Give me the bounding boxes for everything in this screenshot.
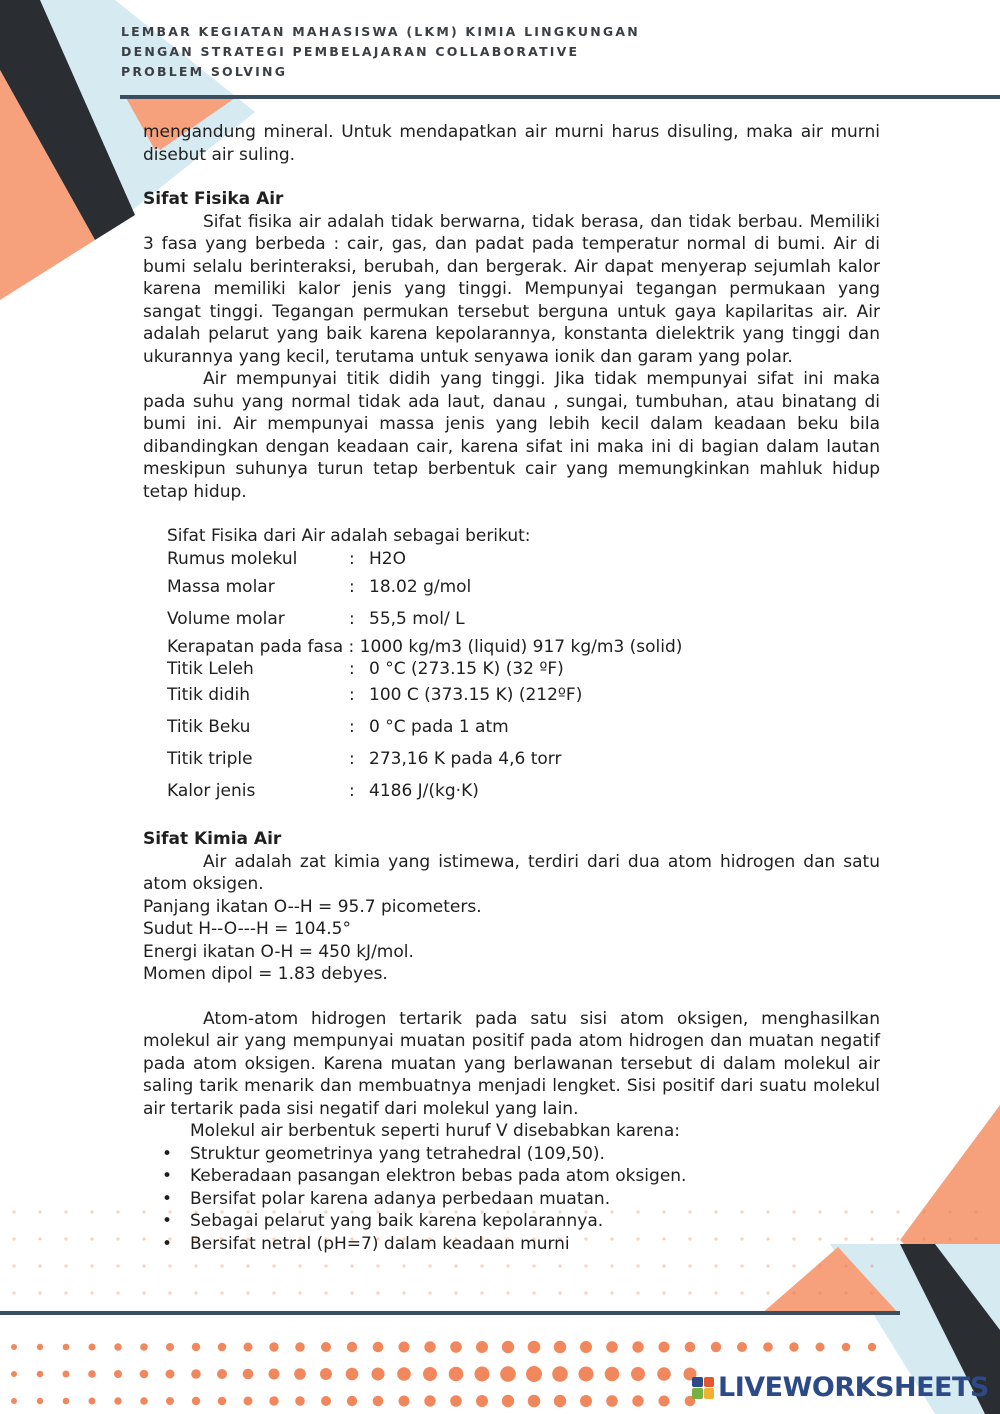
decorative-dot bbox=[526, 1366, 542, 1382]
list-item: • Keberadaan pasangan elektron bebas pada atom oksigen. bbox=[190, 1165, 880, 1188]
decorative-dot bbox=[610, 1264, 613, 1267]
decorative-dot bbox=[454, 1264, 457, 1267]
liveworksheets-logo-text: LIVEWORKSHEETS bbox=[718, 1372, 989, 1403]
decorative-dot bbox=[269, 1369, 280, 1380]
property-value: 100 C (373.15 K) (212ºF) bbox=[369, 685, 583, 705]
decorative-dot bbox=[90, 1264, 93, 1267]
decorative-dot bbox=[64, 1264, 67, 1267]
property-label: Massa molar bbox=[167, 577, 275, 598]
decorative-dot bbox=[922, 1210, 925, 1213]
decorative-dot bbox=[428, 1264, 431, 1267]
physical-properties-paragraph-2: Air mempunyai titik didih yang tinggi. Jika tidak mempunyai sifat ini maka pada suhu yang normal tidak ada laut, danau , sungai, tumbuhan, atau binatang di bumi ini. Air mempunyai massa jenis yang lebih kecil dalam keadaan beku bila dibandingkan dengan keadaan cair, karena sifat ini maka ini di bagian dalam lautan meskipun suhunya turun tetap berbentuk cair yang memungkinkan mahluk hidup tetap hidup. bbox=[143, 369, 880, 502]
decorative-dot bbox=[218, 1397, 227, 1406]
chemical-properties-paragraph-2: Atom-atom hidrogen tertarik pada satu sisi atom oksigen, menghasilkan molekul air yang mempunyai muatan positif pada atom hidrogen dan muatan negatif pada atom oksigen. Karena muatan yang berlawanan tersebut di dalam molekul air saling tarik menarik dan membuatnya menjadi lengket. Sisi positif dari suatu molekul air tertarik pada sisi negatif dari molekul yang lain. bbox=[143, 1008, 880, 1119]
decorative-dot bbox=[168, 1264, 171, 1267]
decorative-dot bbox=[554, 1395, 566, 1407]
decorative-dot bbox=[269, 1396, 278, 1405]
decorative-dot bbox=[350, 1264, 353, 1267]
decorative-dot bbox=[347, 1396, 357, 1406]
decorative-dot bbox=[868, 1343, 876, 1351]
decorative-dot bbox=[272, 1291, 275, 1294]
decorative-dot bbox=[480, 1291, 483, 1294]
decorative-dot bbox=[192, 1397, 200, 1405]
decorative-dot bbox=[166, 1397, 174, 1405]
property-label: Titik triple bbox=[167, 749, 253, 769]
decorative-dot bbox=[244, 1343, 253, 1352]
property-row: Titik triple : 273,16 K pada 4,6 torr bbox=[167, 748, 880, 780]
decorative-dot bbox=[558, 1291, 561, 1294]
decorative-dot bbox=[740, 1264, 743, 1267]
decorative-dot bbox=[948, 1237, 951, 1240]
decorative-dot bbox=[191, 1369, 201, 1379]
decorative-dot bbox=[11, 1398, 17, 1404]
chemical-fact: Sudut H--O---H = 104.5° bbox=[143, 919, 351, 939]
decorative-dot bbox=[114, 1343, 121, 1350]
decorative-dot bbox=[114, 1370, 122, 1378]
decorative-dot bbox=[63, 1371, 70, 1378]
decorative-dot bbox=[428, 1291, 431, 1294]
decorative-dot bbox=[711, 1342, 721, 1352]
decorative-dot bbox=[11, 1371, 17, 1377]
decorative-dot bbox=[584, 1264, 587, 1267]
decorative-dot bbox=[554, 1341, 566, 1353]
decorative-dot bbox=[974, 1237, 977, 1240]
decorative-dot bbox=[298, 1264, 301, 1267]
decorative-dot bbox=[373, 1342, 384, 1353]
decorative-dot bbox=[922, 1237, 925, 1240]
decorative-dot bbox=[579, 1367, 594, 1382]
decorative-dot bbox=[636, 1291, 639, 1294]
decorative-dot bbox=[558, 1264, 561, 1267]
decorative-dot bbox=[399, 1396, 410, 1407]
decorative-dot bbox=[870, 1291, 873, 1294]
decorative-dot bbox=[295, 1396, 305, 1406]
decorative-dot bbox=[818, 1291, 821, 1294]
list-item: • Sebagai pelarut yang baik karena kepolarannya. bbox=[190, 1210, 880, 1233]
chemical-fact: Panjang ikatan O--H = 95.7 picometers. bbox=[143, 896, 482, 917]
decorative-dot bbox=[37, 1398, 43, 1404]
decorative-dot bbox=[896, 1210, 899, 1213]
decorative-dot bbox=[423, 1367, 437, 1381]
property-value: 55,5 mol/ L bbox=[369, 609, 465, 630]
decorative-dot bbox=[38, 1291, 41, 1294]
decorative-dot bbox=[532, 1264, 535, 1267]
decorative-dot bbox=[116, 1291, 119, 1294]
decorative-dot bbox=[580, 1341, 592, 1353]
decorative-dot bbox=[90, 1237, 93, 1240]
decorative-dot bbox=[12, 1237, 15, 1240]
decorative-dot bbox=[397, 1367, 411, 1381]
decorative-dot bbox=[792, 1264, 795, 1267]
decorative-dot bbox=[450, 1341, 462, 1353]
decorative-dot bbox=[659, 1342, 670, 1353]
decorative-dot bbox=[346, 1368, 359, 1381]
property-row: Rumus molekul : H2O bbox=[167, 548, 880, 572]
decorative-dot bbox=[454, 1291, 457, 1294]
decorative-dot bbox=[192, 1343, 200, 1351]
decorative-dot bbox=[12, 1210, 15, 1213]
decorative-dot bbox=[506, 1264, 509, 1267]
properties-intro: Sifat Fisika dari Air adalah sebagai berikut: bbox=[167, 526, 531, 546]
decorative-dot bbox=[844, 1264, 847, 1267]
decorative-dot bbox=[64, 1237, 67, 1240]
decorative-dot bbox=[632, 1341, 643, 1352]
chemical-fact: Energi ikatan O-H = 450 kJ/mol. bbox=[143, 941, 414, 962]
decorative-dot bbox=[506, 1291, 509, 1294]
decorative-dot bbox=[140, 1397, 148, 1405]
decorative-dot bbox=[89, 1398, 96, 1405]
decorative-dot bbox=[88, 1370, 96, 1378]
decorative-dot bbox=[500, 1366, 516, 1382]
decorative-dot bbox=[272, 1264, 275, 1267]
decorative-dot bbox=[321, 1342, 331, 1352]
property-row: Titik Beku : 0 °C pada 1 atm bbox=[167, 716, 880, 748]
list-item: • Struktur geometrinya yang tetrahedral (109,50). bbox=[190, 1143, 880, 1166]
decorative-dot bbox=[688, 1291, 691, 1294]
decorative-dot bbox=[243, 1369, 254, 1380]
decorative-dot bbox=[766, 1291, 769, 1294]
decorative-dot bbox=[737, 1342, 747, 1352]
decorative-dot bbox=[246, 1291, 249, 1294]
decorative-dot bbox=[246, 1264, 249, 1267]
decorative-dot bbox=[844, 1291, 847, 1294]
decorative-dot bbox=[116, 1264, 119, 1267]
property-label: Titik didih bbox=[167, 685, 251, 705]
decorative-dot bbox=[37, 1344, 43, 1350]
physical-properties-heading: Sifat Fisika Air bbox=[143, 189, 284, 209]
decorative-dot bbox=[659, 1396, 670, 1407]
property-row: Volume molar : 55,5 mol/ L bbox=[167, 609, 465, 630]
decorative-dot bbox=[11, 1344, 17, 1350]
density-text: Kerapatan pada fasa : 1000 kg/m3 (liquid) 917 kg/m3 (solid) bbox=[167, 636, 683, 657]
decorative-dot bbox=[480, 1264, 483, 1267]
decorative-dot bbox=[789, 1342, 798, 1351]
decorative-dot bbox=[63, 1398, 70, 1405]
decorative-dot bbox=[631, 1367, 645, 1381]
decorative-dot bbox=[64, 1291, 67, 1294]
decorative-dot bbox=[606, 1395, 618, 1407]
property-label: Titik Beku bbox=[167, 717, 251, 737]
property-row: Titik Leleh : 0 °C (273.15 K) (32 ºF) bbox=[167, 658, 880, 684]
decorative-dot bbox=[114, 1397, 121, 1404]
decorative-dot bbox=[347, 1342, 357, 1352]
decorative-dot bbox=[974, 1210, 977, 1213]
decorative-dot bbox=[38, 1210, 41, 1213]
decorative-dot bbox=[714, 1291, 717, 1294]
v-shape-reasons-list bbox=[143, 1143, 880, 1256]
property-label: Titik Leleh bbox=[167, 659, 254, 679]
decorative-dot bbox=[298, 1291, 301, 1294]
decorative-dot bbox=[632, 1395, 643, 1406]
property-value: 273,16 K pada 4,6 torr bbox=[369, 749, 562, 769]
property-row: Massa molar : 18.02 g/mol bbox=[167, 577, 472, 598]
decorative-dot bbox=[376, 1264, 379, 1267]
decorative-dot bbox=[662, 1264, 665, 1267]
header-line-3: PROBLEM SOLVING bbox=[121, 64, 288, 79]
decorative-dot bbox=[424, 1395, 435, 1406]
decorative-dot bbox=[450, 1395, 462, 1407]
decorative-dot bbox=[320, 1368, 332, 1380]
decorative-dot bbox=[766, 1264, 769, 1267]
list-item: • Bersifat netral (pH=7) dalam keadaan murni bbox=[190, 1233, 880, 1256]
decorative-dot bbox=[142, 1291, 145, 1294]
decorative-dot bbox=[194, 1291, 197, 1294]
decorative-dot bbox=[606, 1341, 618, 1353]
decorative-dot bbox=[896, 1237, 899, 1240]
decorative-dot bbox=[38, 1264, 41, 1267]
decorative-dot bbox=[475, 1367, 490, 1382]
property-value: 0 °C pada 1 atm bbox=[369, 717, 509, 737]
decorative-dot bbox=[657, 1367, 671, 1381]
property-value: 18.02 g/mol bbox=[369, 577, 472, 598]
decorative-dot bbox=[552, 1366, 568, 1382]
liveworksheets-logo[interactable] bbox=[692, 1372, 989, 1403]
decorative-dot bbox=[140, 1370, 149, 1379]
decorative-dot bbox=[116, 1237, 119, 1240]
property-row: Titik didih : 100 C (373.15 K) (212ºF) bbox=[167, 684, 880, 716]
decorative-dot bbox=[321, 1396, 331, 1406]
header-line-2: DENGAN STRATEGI PEMBELAJARAN COLLABORATIVE bbox=[121, 44, 580, 59]
decorative-dot bbox=[142, 1264, 145, 1267]
list-item: • Bersifat polar karena adanya perbedaan muatan. bbox=[190, 1188, 880, 1211]
decorative-dot bbox=[140, 1343, 148, 1351]
chemical-fact: Momen dipol = 1.83 debyes. bbox=[143, 964, 388, 984]
decorative-dot bbox=[402, 1291, 405, 1294]
decorative-dot bbox=[402, 1264, 405, 1267]
decorative-dot bbox=[218, 1343, 227, 1352]
decorative-dot bbox=[528, 1395, 541, 1408]
header-rule bbox=[120, 95, 1000, 99]
decorative-dot bbox=[816, 1343, 825, 1352]
v-shape-intro: Molekul air berbentuk seperti huruf V disebabkan karena: bbox=[190, 1121, 680, 1141]
decorative-dot bbox=[90, 1210, 93, 1213]
decorative-dot bbox=[168, 1291, 171, 1294]
decorative-dot bbox=[12, 1264, 15, 1267]
decorative-dot bbox=[948, 1210, 951, 1213]
decorative-dot bbox=[324, 1264, 327, 1267]
decorative-dot bbox=[37, 1371, 44, 1378]
decorative-dot bbox=[220, 1291, 223, 1294]
physical-properties-list bbox=[167, 525, 880, 806]
decorative-dot bbox=[217, 1369, 227, 1379]
property-label: Kalor jenis bbox=[167, 781, 256, 801]
decorative-dot bbox=[610, 1291, 613, 1294]
header-line-1: LEMBAR KEGIATAN MAHASISWA (LKM) KIMIA LINGKUNGAN bbox=[121, 24, 640, 39]
decorative-dot bbox=[449, 1367, 464, 1382]
decorative-dot bbox=[714, 1264, 717, 1267]
footer-rule bbox=[0, 1311, 900, 1315]
property-label: Volume molar bbox=[167, 609, 285, 630]
property-row: Kalor jenis : 4186 J/(kg·K) bbox=[167, 780, 880, 806]
decorative-dot bbox=[269, 1342, 278, 1351]
decorative-dot bbox=[194, 1264, 197, 1267]
decorative-dot bbox=[792, 1291, 795, 1294]
decorative-dot bbox=[324, 1291, 327, 1294]
decorative-dot bbox=[818, 1264, 821, 1267]
decorative-dot bbox=[166, 1343, 174, 1351]
decorative-dot bbox=[763, 1342, 773, 1352]
density-row bbox=[167, 636, 880, 659]
decorative-dot bbox=[12, 1291, 15, 1294]
property-value: 0 °C (273.15 K) (32 ºF) bbox=[369, 659, 564, 679]
decorative-dot bbox=[685, 1342, 696, 1353]
decorative-dot bbox=[166, 1370, 175, 1379]
decorative-dot bbox=[580, 1395, 592, 1407]
decorative-dot bbox=[476, 1395, 488, 1407]
decorative-dot bbox=[870, 1264, 873, 1267]
decorative-dot bbox=[64, 1210, 67, 1213]
decorative-dot bbox=[295, 1342, 305, 1352]
decorative-dot bbox=[376, 1291, 379, 1294]
decorative-dot bbox=[605, 1367, 620, 1382]
decorative-dot bbox=[424, 1341, 435, 1352]
decorative-dot bbox=[662, 1291, 665, 1294]
decorative-dot bbox=[244, 1397, 253, 1406]
decorative-dot bbox=[502, 1341, 514, 1353]
decorative-dot bbox=[502, 1395, 514, 1407]
decorative-dot bbox=[372, 1368, 385, 1381]
chemical-properties-heading: Sifat Kimia Air bbox=[143, 829, 282, 849]
decorative-dot bbox=[528, 1341, 541, 1354]
decorative-dot bbox=[842, 1343, 851, 1352]
decorative-dot bbox=[399, 1342, 410, 1353]
decorative-dot bbox=[116, 1210, 119, 1213]
decorative-dot bbox=[89, 1344, 96, 1351]
decorative-dot bbox=[636, 1264, 639, 1267]
decorative-dot bbox=[294, 1368, 306, 1380]
decorative-dot bbox=[350, 1291, 353, 1294]
decorative-dot bbox=[220, 1264, 223, 1267]
document-body bbox=[143, 121, 880, 1255]
property-value: 4186 J/(kg·K) bbox=[369, 781, 479, 801]
decorative-dot bbox=[90, 1291, 93, 1294]
intro-paragraph: mengandung mineral. Untuk mendapatkan air murni harus disuling, maka air murni disebut air suling. bbox=[143, 122, 880, 165]
property-value: H2O bbox=[369, 548, 406, 569]
decorative-dot bbox=[688, 1264, 691, 1267]
decorative-dot bbox=[373, 1396, 384, 1407]
worksheet-header bbox=[121, 22, 640, 82]
decorative-dot bbox=[476, 1341, 488, 1353]
liveworksheets-logo-icon bbox=[692, 1377, 714, 1399]
decorative-dot bbox=[740, 1291, 743, 1294]
decorative-dot bbox=[584, 1291, 587, 1294]
physical-properties-paragraph-1: Sifat fisika air adalah tidak berwarna, tidak berasa, dan tidak berbau. Memiliki 3 fasa yang berbeda : cair, gas, dan padat pada temperatur normal di bumi. Air di bumi selalu berinteraksi, berubah, dan bergerak. Air dapat menyerap sejumlah kalor karena memiliki kalor jenis yang tinggi. Mempunyai tegangan permukaan yang sangat tinggi. Tegangan permukan tersebut berguna untuk gaya kapilaritas air. Air adalah pelarut yang baik karena kepolarannya, konstanta dielektrik yang tinggi dan ukurannya yang kecil, terutama untuk senyawa ionik dan garam yang polar. bbox=[143, 211, 880, 367]
decorative-dot bbox=[63, 1344, 70, 1351]
decorative-dot bbox=[532, 1291, 535, 1294]
chemical-properties-paragraph-1: Air adalah zat kimia yang istimewa, terdiri dari dua atom hidrogen dan satu atom oksigen. bbox=[143, 851, 880, 894]
decorative-dot bbox=[38, 1237, 41, 1240]
property-label: Rumus molekul bbox=[167, 548, 298, 569]
